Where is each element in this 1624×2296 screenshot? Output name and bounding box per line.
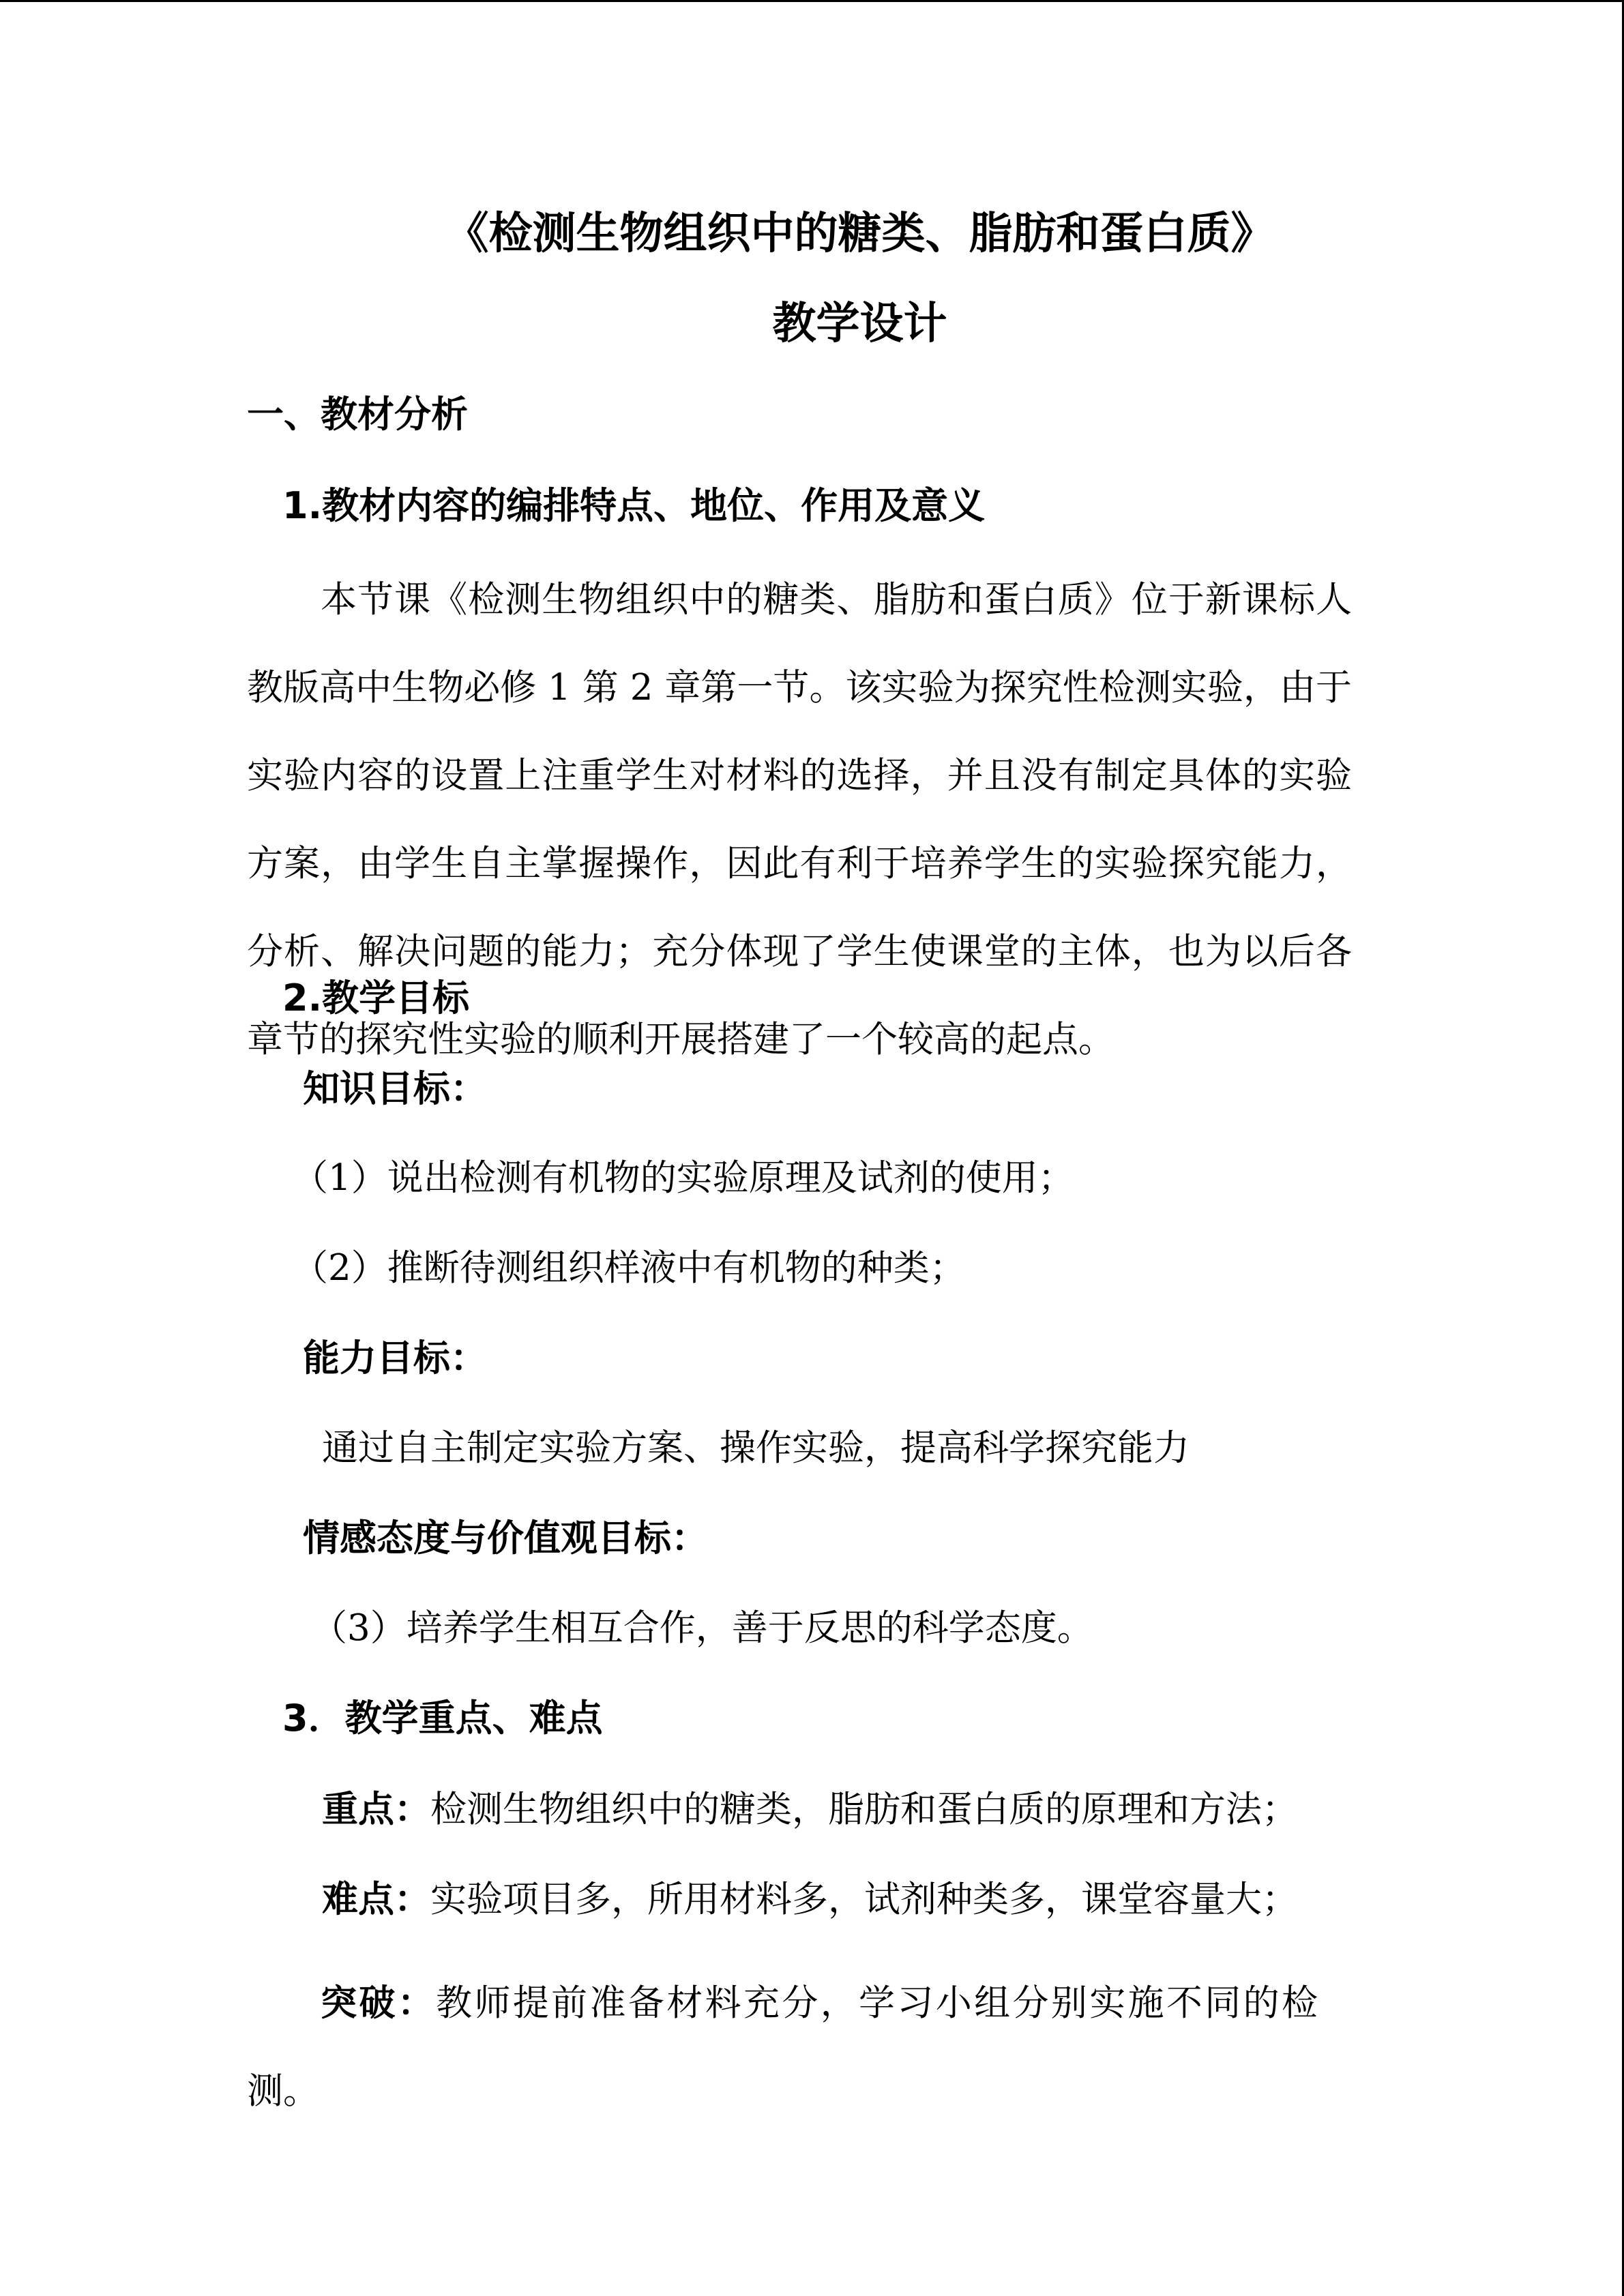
breakthrough-label: 突破： xyxy=(321,1982,437,2024)
content-paragraph: 本节课《检测生物组织中的糖类、脂肪和蛋白质》位于新课标人教版高中生物必修 1 第 2 章第一节。该实验为探究性检测实验，由于实验内容的设置上注重学生对材料的选择，并且没有制定具体的实验方案，由学生自主掌握操作，因此有利于培养学生的实验探究能力，分析、解决问题的能力；充分体现了学生使课堂的主体，也为以后各章节的探究性实验的顺利开展搭建了一个较高的起点。 xyxy=(247,579,1352,1060)
breakthrough-text: 教师提前准备材料充分，学习小组分别实施不同的检测。 xyxy=(247,1982,1318,2112)
document-subtitle: 教学设计 xyxy=(772,299,947,349)
emotion-objectives-label: 情感态度与价值观目标： xyxy=(303,1517,708,1560)
difficulty-line xyxy=(322,1881,1298,1918)
knowledge-objectives-label: 知识目标： xyxy=(303,1067,487,1110)
breakthrough-paragraph xyxy=(247,1959,1318,2135)
document-title: 《检测生物组织中的糖类、脂肪和蛋白质》 xyxy=(445,209,1275,259)
emotion-objective-item: （3）培养学生相互合作，善于反思的科学态度。 xyxy=(311,1607,1093,1649)
subsection-heading-objectives: 2.教学目标 xyxy=(282,976,470,1019)
ability-objective-text: 通过自主制定实验方案、操作实验，提高科学探究能力 xyxy=(322,1427,1190,1469)
section-heading-textbook-analysis: 一、教材分析 xyxy=(247,393,468,436)
key-point-text: 检测生物组织中的糖类，脂肪和蛋白质的原理和方法； xyxy=(430,1789,1298,1830)
knowledge-objective-item-2: （2）推断待测组织样液中有机物的种类； xyxy=(292,1247,966,1289)
difficulty-text: 实验项目多，所用材料多，试剂种类多，课堂容量大； xyxy=(430,1879,1298,1920)
ability-objectives-label: 能力目标： xyxy=(303,1337,487,1380)
subsection-heading-key-points: 3．教学重点、难点 xyxy=(282,1697,603,1740)
subsection-heading-content: 1.教材内容的编排特点、地位、作用及意义 xyxy=(282,484,986,527)
difficulty-label: 难点： xyxy=(322,1879,430,1920)
key-point-line xyxy=(322,1791,1298,1828)
key-point-label: 重点： xyxy=(322,1789,430,1830)
knowledge-objective-item-1: （1）说出检测有机物的实验原理及试剂的使用； xyxy=(292,1157,1074,1199)
